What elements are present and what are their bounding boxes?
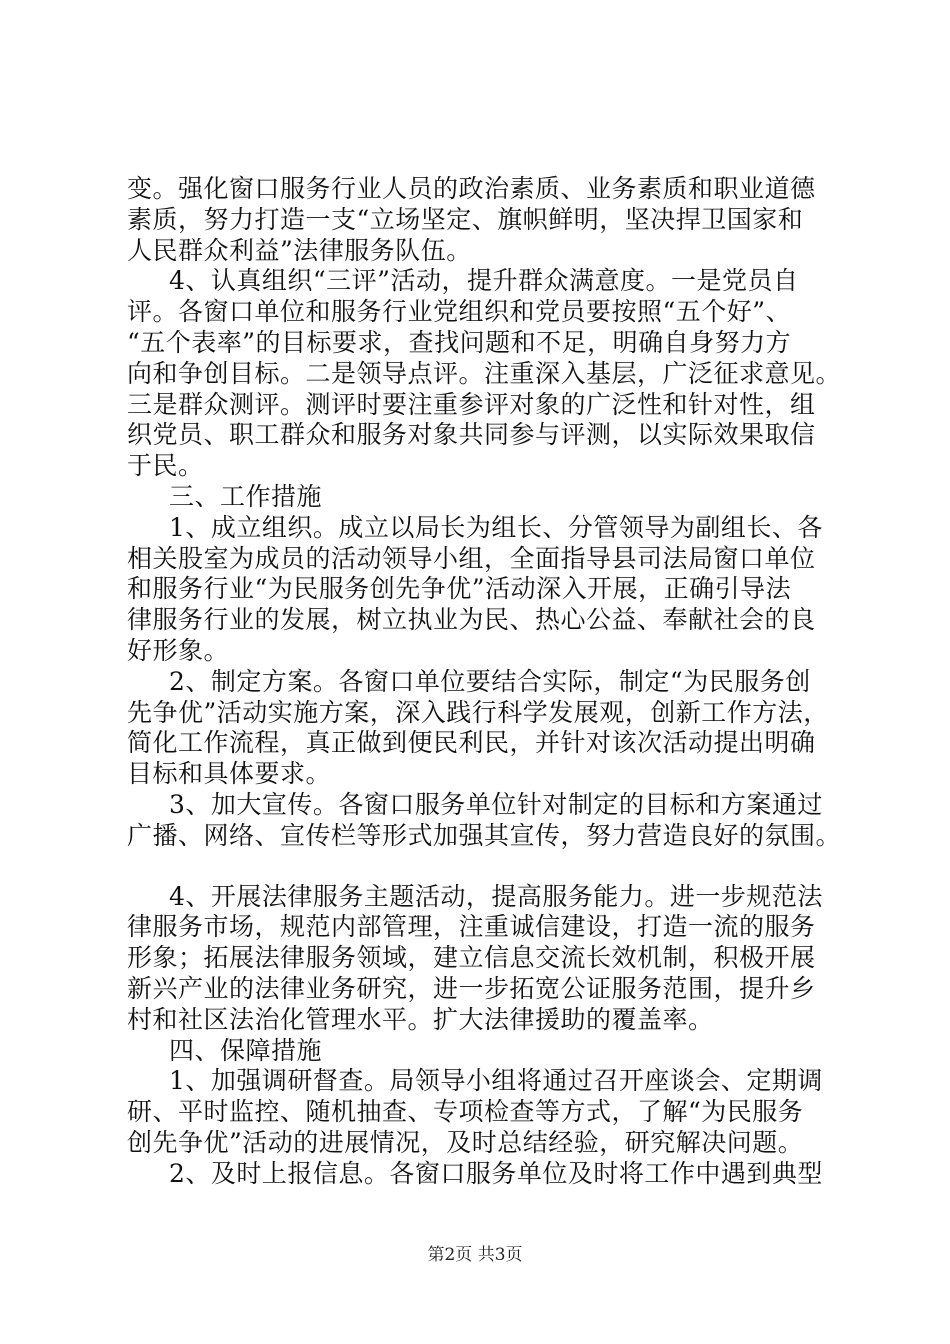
text-line: 四、保障措施 — [169, 1035, 323, 1065]
text-line: 简化工作流程，真正做到便民利民，并针对该次活动提出明确 — [127, 728, 816, 758]
page-footer: 第2页 共3页 — [427, 1245, 523, 1265]
document-body — [127, 174, 842, 1190]
text-line: 向和争创目标。二是领导点评。注重深入基层，广泛征求意见。 — [127, 358, 842, 388]
text-line: 律服务市场，规范内部管理，注重诚信建设，打造一流的服务 — [127, 912, 816, 942]
text-line: 三、工作措施 — [169, 481, 323, 511]
text-line: 目标和具体要求。 — [127, 759, 332, 789]
text-line: 1、加强调研督查。局领导小组将通过召开座谈会、定期调 — [169, 1066, 823, 1096]
text-line: 创先争优”活动的进展情况，及时总结经验，研究解决问题。 — [127, 1127, 804, 1157]
text-line: 3、加大宣传。各窗口服务单位针对制定的目标和方案通过 — [169, 789, 823, 819]
text-line: 和服务行业“为民服务创先争优”活动深入开展，正确引导法 — [127, 574, 792, 604]
text-line: 相关股室为成员的活动领导小组，全面指导县司法局窗口单位 — [127, 543, 816, 573]
text-line: 评。各窗口单位和服务行业党组织和党员要按照“五个好”、 — [127, 297, 792, 327]
text-line: 新兴产业的法律业务研究，进一步拓宽公证服务范围，提升乡 — [127, 973, 816, 1003]
paragraph-gap — [127, 852, 837, 882]
text-line: 先争优”活动实施方案，深入践行科学发展观，创新工作方法， — [127, 697, 829, 727]
text-line: 素质，努力打造一支“立场坚定、旗帜鲜明，坚决捍卫国家和 — [127, 204, 804, 234]
text-line: 律服务行业的发展，树立执业为民、热心公益、奉献社会的良 — [127, 605, 816, 635]
text-line: 织党员、职工群众和服务对象共同参与评测，以实际效果取信 — [127, 420, 816, 450]
text-line: “五个表率”的目标要求，查找问题和不足，明确自身努力方 — [127, 327, 792, 357]
text-line: 2、及时上报信息。各窗口服务单位及时将工作中遇到典型 — [169, 1158, 823, 1188]
text-line: 人民群众利益”法律服务队伍。 — [127, 235, 472, 265]
text-line: 村和社区法治化管理水平。扩大法律援助的覆盖率。 — [127, 1004, 714, 1034]
paragraph-block-bottom — [127, 882, 837, 1190]
paragraph-block-top — [127, 174, 842, 852]
text-line: 4、认真组织“三评”活动，提升群众满意度。一是党员自 — [169, 266, 799, 296]
text-line: 于民。 — [127, 451, 204, 481]
text-line: 形象；拓展法律服务领域，建立信息交流长效机制，积极开展 — [127, 943, 816, 973]
text-line: 4、开展法律服务主题活动，提高服务能力。进一步规范法 — [169, 881, 823, 911]
text-line: 三是群众测评。测评时要注重参评对象的广泛性和针对性，组 — [127, 389, 816, 419]
text-line: 好形象。 — [127, 635, 230, 665]
text-line: 研、平时监控、随机抽查、专项检查等方式，了解“为民服务 — [127, 1097, 804, 1127]
text-line: 2、制定方案。各窗口单位要结合实际，制定“为民服务创 — [169, 666, 811, 696]
text-line: 1、成立组织。成立以局长为组长、分管领导为副组长、各 — [169, 512, 823, 542]
text-line: 变。强化窗口服务行业人员的政治素质、业务素质和职业道德 — [127, 174, 816, 203]
text-line: 广播、网络、宣传栏等形式加强其宣传，努力营造良好的氛围。 — [127, 820, 842, 850]
